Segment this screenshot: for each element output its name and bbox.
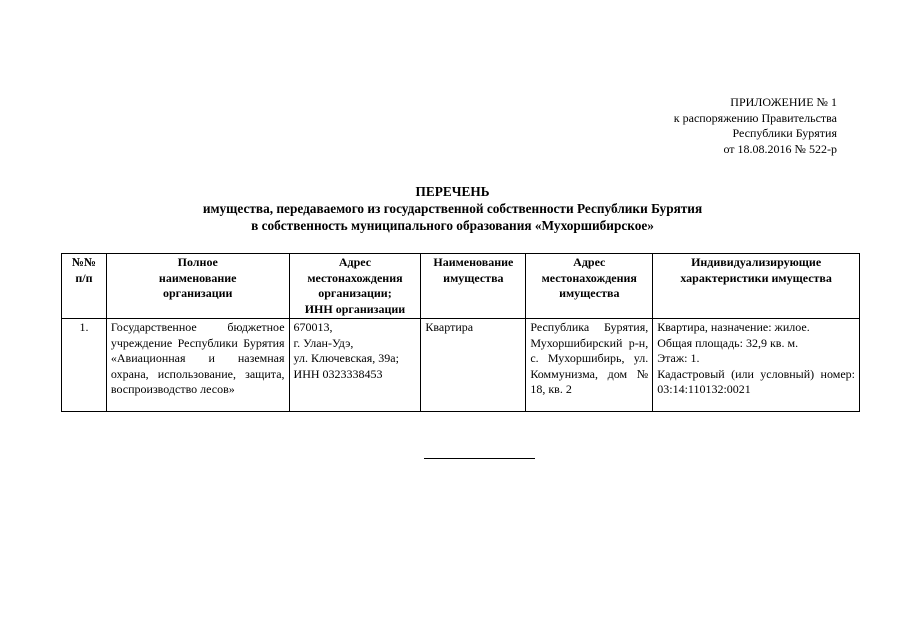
title-line-3: в собственность муниципального образования «Мухоршибирское» xyxy=(251,218,654,233)
cell-org-address: 670013, г. Улан-Удэ, ул. Ключевская, 39а; ИНН 0323338453 xyxy=(289,319,421,412)
document-title xyxy=(0,183,905,234)
appendix-ref: к распоряжению Правительства xyxy=(673,110,837,125)
title-heading: ПЕРЕЧЕНЬ xyxy=(415,184,490,199)
header-property-address: Адрес местонахождения имущества xyxy=(526,254,653,319)
property-table xyxy=(61,253,860,412)
table-row xyxy=(62,319,860,412)
header-characteristics: Индивидуализирующие характеристики имущества xyxy=(653,254,860,319)
cell-number: 1. xyxy=(62,319,107,412)
header-org-name: Полное наименование организации xyxy=(106,254,289,319)
cell-property-address: Республика Бурятия, Мухоршибирский р-н, с. Мухоршибирь, ул. Коммунизма, дом № 18, кв. 2 xyxy=(526,319,653,412)
cell-characteristics: Квартира, назначение: жилое. Общая площадь: 32,9 кв. м. Этаж: 1. Кадастровый (или условный) номер: 03:14:110132:0021 xyxy=(653,319,860,412)
appendix-region: Республики Бурятия xyxy=(732,126,837,140)
end-separator-line xyxy=(424,458,535,459)
appendix-date: от 18.08.2016 № 522-р xyxy=(723,141,837,156)
header-property-name: Наименование имущества xyxy=(421,254,526,319)
table-header-row xyxy=(62,254,860,319)
header-org-address: Адрес местонахождения организации; ИНН организации xyxy=(289,254,421,319)
cell-property-name: Квартира xyxy=(421,319,526,412)
appendix-number: ПРИЛОЖЕНИЕ № 1 xyxy=(730,95,837,109)
header-number: №№ п/п xyxy=(62,254,107,319)
title-line-2: имущества, передаваемого из государственной собственности Республики Бурятия xyxy=(202,201,703,216)
appendix-header xyxy=(674,95,837,157)
cell-org-name: Государственное бюджетное учреждение Республики Бурятия «Авиационная и наземная охрана, использование, защита, воспроизводство лесов» xyxy=(106,319,289,412)
